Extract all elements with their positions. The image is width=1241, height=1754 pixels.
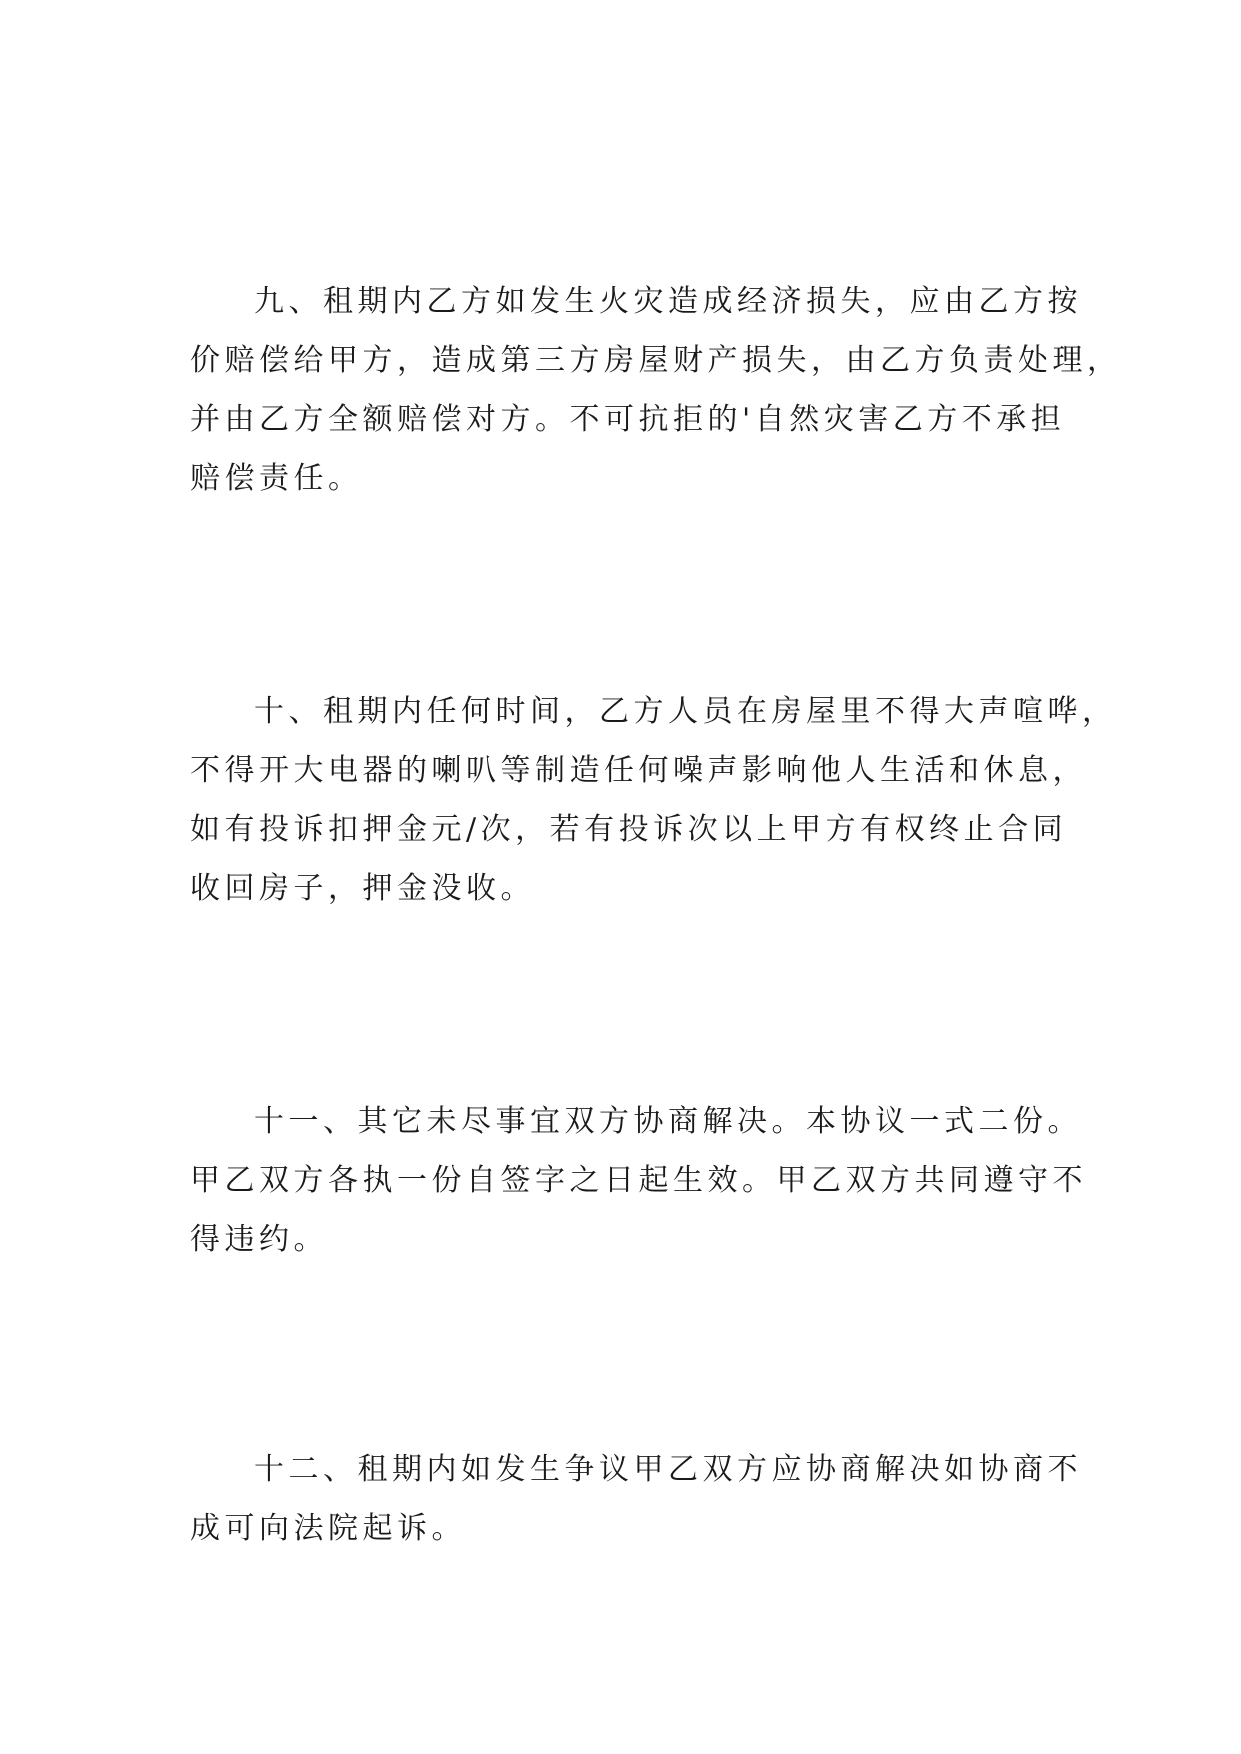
clause-line: 赔偿责任。 (190, 461, 363, 496)
clause-line: 并由乙方全额赔偿对方。不可抗拒的'自然灾害乙方不承担 (190, 402, 1066, 437)
clause-10-noise (190, 682, 1117, 918)
clause-line: 十二、租期内如发生争议甲乙双方应协商解决如协商不 (254, 1452, 1082, 1487)
clause-line: 甲乙双方各执一份自签字之日起生效。甲乙双方共同遵守不 (190, 1163, 1087, 1198)
clause-11-other-matters (190, 1092, 1087, 1269)
clause-line: 十一、其它未尽事宜双方协商解决。本协议一式二份。 (254, 1104, 1082, 1139)
clause-line: 不得开大电器的喇叭等制造任何噪声影响他人生活和休息， (190, 753, 1087, 788)
clause-line: 得违约。 (190, 1222, 328, 1257)
clause-line: 价赔偿给甲方，造成第三方房屋财产损失，由乙方负责处理， (190, 343, 1122, 378)
clause-9-fire-damage (190, 272, 1122, 508)
clause-line: 十、租期内任何时间，乙方人员在房屋里不得大声喧哗， (254, 694, 1117, 729)
clause-line: 收回房子，押金没收。 (190, 871, 535, 906)
clause-12-disputes (190, 1440, 1082, 1558)
clause-line: 九、租期内乙方如发生火灾造成经济损失，应由乙方按 (254, 284, 1082, 319)
clause-line: 如有投诉扣押金元/次，若有投诉次以上甲方有权终止合同 (190, 812, 1068, 847)
clause-line: 成可向法院起诉。 (190, 1511, 466, 1546)
